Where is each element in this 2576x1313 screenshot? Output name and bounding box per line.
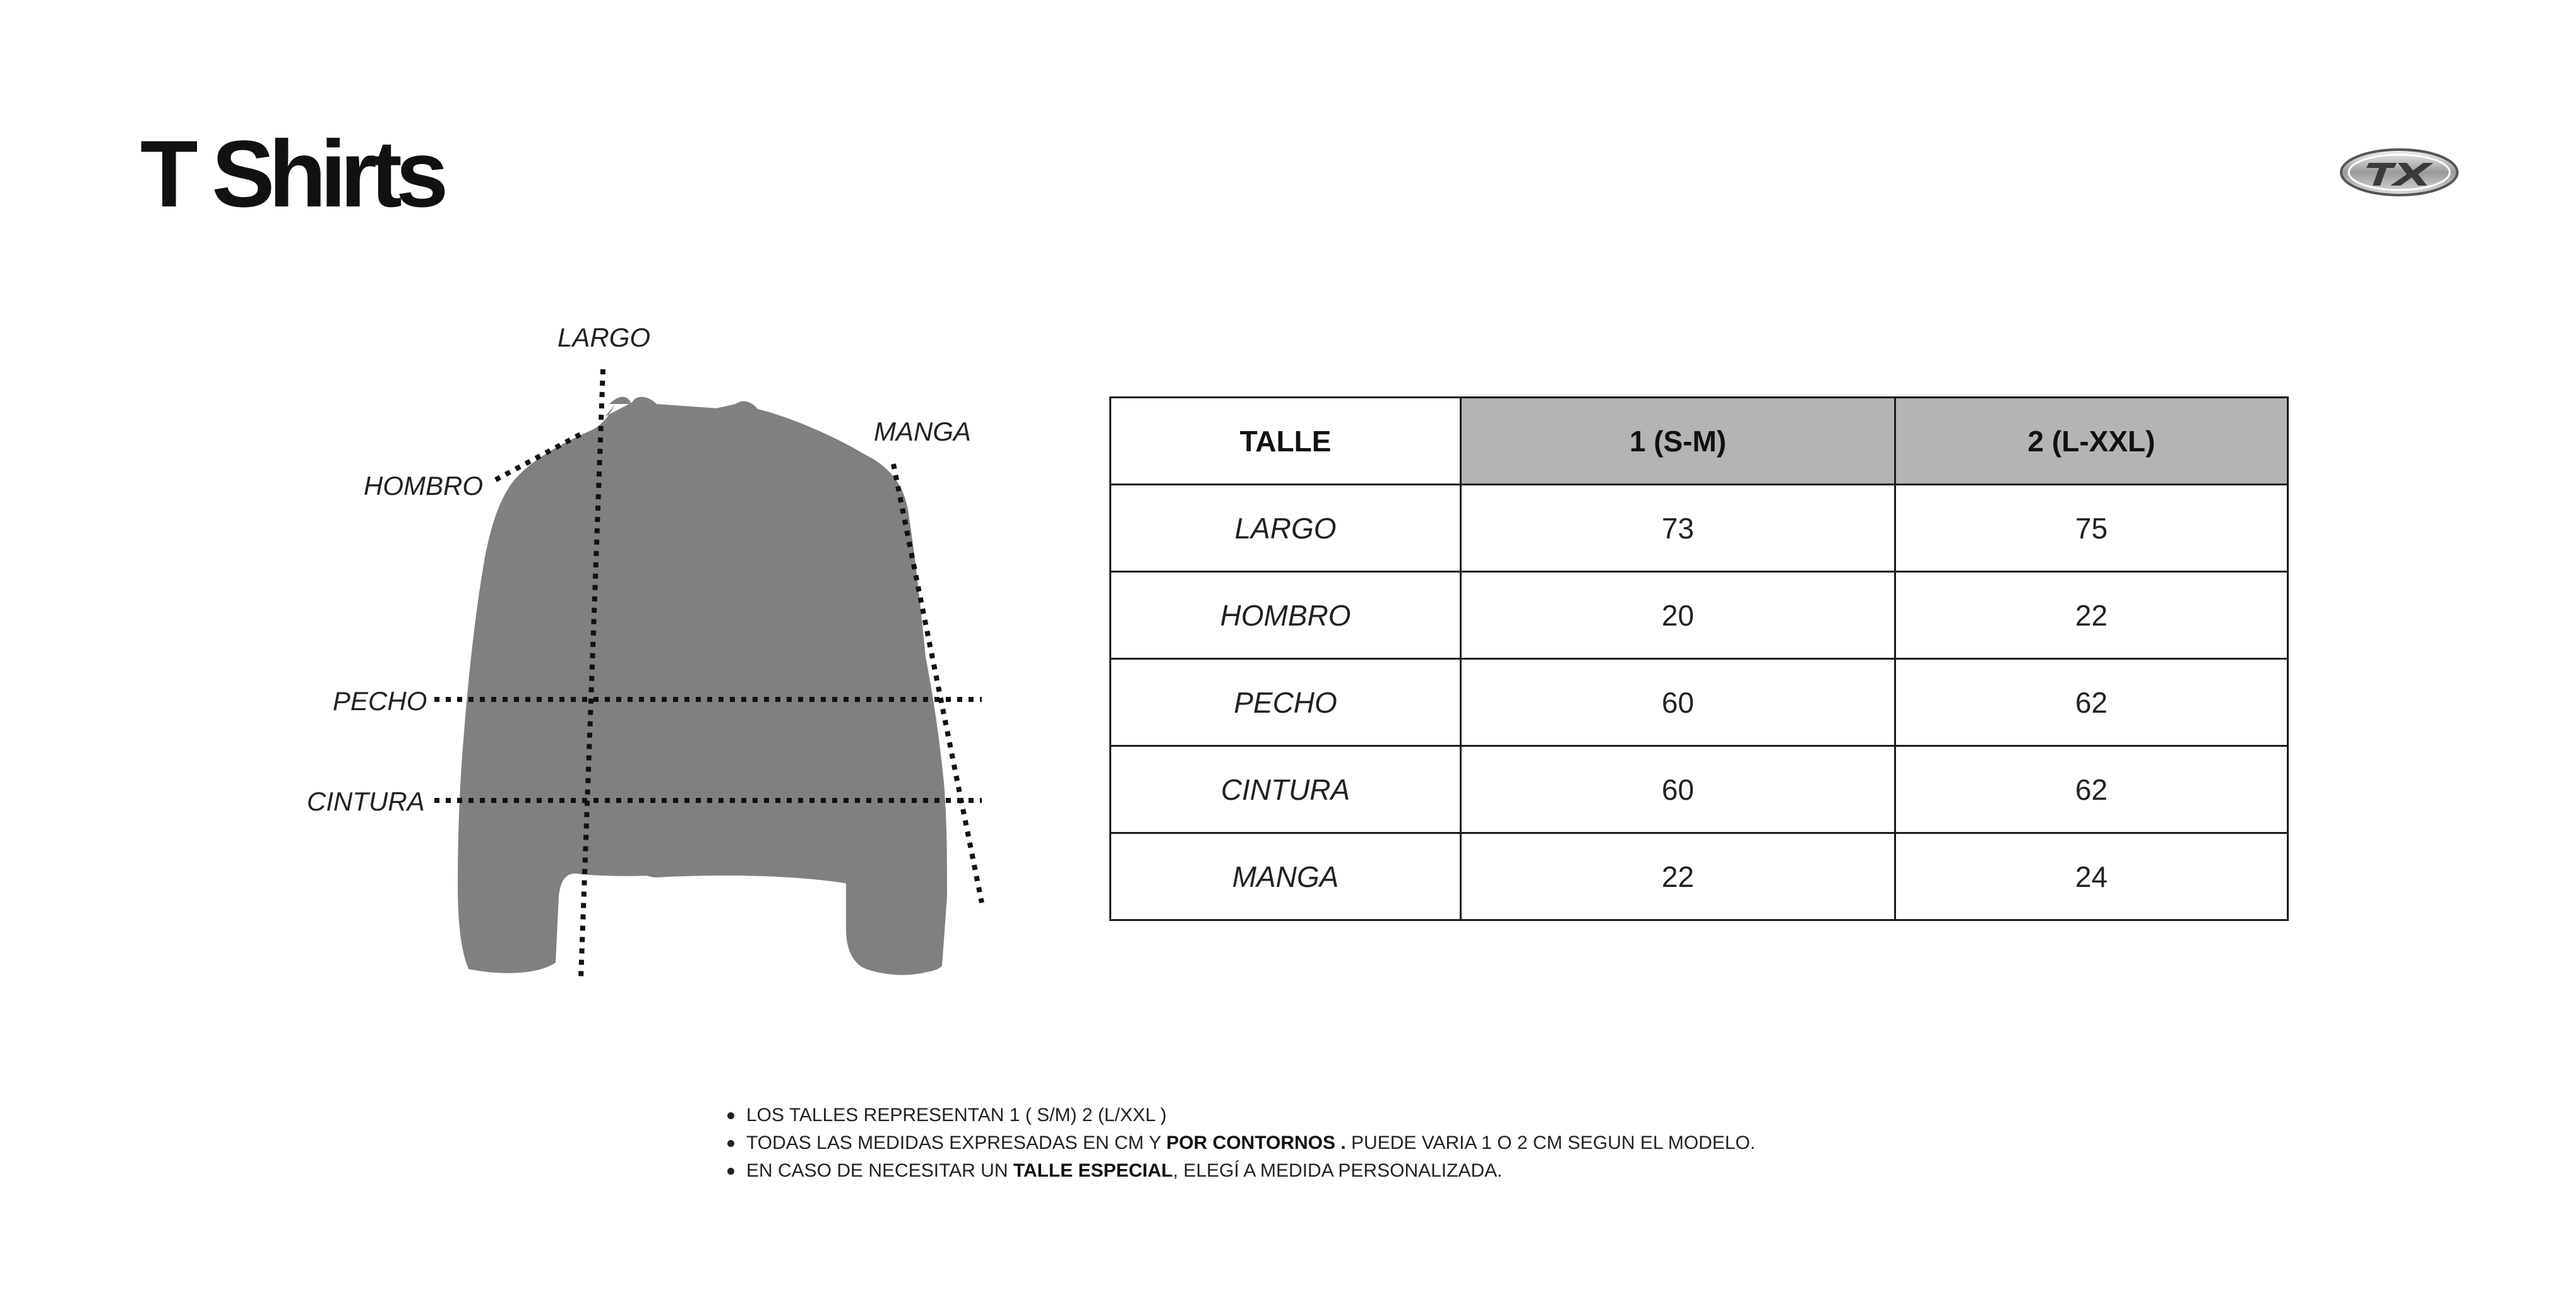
- cell-size-1: 20: [1461, 572, 1895, 659]
- row-label: CINTURA: [1111, 746, 1461, 833]
- note-text: EN CASO DE NECESITAR UN: [746, 1160, 1013, 1181]
- cell-size-1: 22: [1461, 833, 1895, 920]
- cell-size-2: 22: [1895, 572, 2288, 659]
- pecho-label: PECHO: [333, 686, 427, 716]
- table-row: [1111, 659, 2288, 746]
- note-bold: TALLE ESPECIAL: [1013, 1160, 1173, 1181]
- note-text: PUEDE VARIA 1 O 2 CM SEGUN EL MODELO.: [1345, 1132, 1756, 1153]
- cintura-label: CINTURA: [307, 787, 425, 816]
- table-header-row: [1111, 398, 2288, 485]
- size-table: [1109, 396, 2289, 921]
- note-item: [726, 1129, 1755, 1157]
- notes-list: [726, 1102, 1755, 1185]
- garment-body: [458, 401, 946, 975]
- hombro-label: HOMBRO: [364, 471, 483, 501]
- row-label: HOMBRO: [1111, 572, 1461, 659]
- note-text: LOS TALLES REPRESENTAN 1 ( S/M) 2 (L/XXL ): [746, 1105, 1167, 1126]
- table-row: [1111, 572, 2288, 659]
- largo-label: LARGO: [558, 323, 651, 352]
- brand-logo-icon: [2336, 138, 2462, 207]
- cell-size-2: 62: [1895, 746, 2288, 833]
- header-talle: TALLE: [1111, 398, 1461, 485]
- garment-silhouette-left: [609, 397, 631, 404]
- note-bold: POR CONTORNOS .: [1166, 1132, 1346, 1153]
- page-title: T Shirts: [140, 121, 443, 227]
- cell-size-1: 60: [1461, 746, 1895, 833]
- table-row: [1111, 833, 2288, 920]
- row-label: MANGA: [1111, 833, 1461, 920]
- cell-size-2: 24: [1895, 833, 2288, 920]
- table-row: [1111, 746, 2288, 833]
- cell-size-1: 73: [1461, 485, 1895, 572]
- note-text: , ELEGÍ A MEDIDA PERSONALIZADA.: [1172, 1160, 1503, 1181]
- cell-size-2: 62: [1895, 659, 2288, 746]
- cell-size-1: 60: [1461, 659, 1895, 746]
- note-item: [726, 1157, 1755, 1185]
- note-text: TODAS LAS MEDIDAS EXPRESADAS EN CM Y: [746, 1132, 1167, 1153]
- note-item: [726, 1102, 1755, 1129]
- table-row: [1111, 485, 2288, 572]
- header-size-2: 2 (L-XXL): [1895, 398, 2288, 485]
- manga-label: MANGA: [874, 417, 972, 446]
- garment-diagram: [0, 0, 1073, 1073]
- header-size-1: 1 (S-M): [1461, 398, 1895, 485]
- cell-size-2: 75: [1895, 485, 2288, 572]
- row-label: LARGO: [1111, 485, 1461, 572]
- row-label: PECHO: [1111, 659, 1461, 746]
